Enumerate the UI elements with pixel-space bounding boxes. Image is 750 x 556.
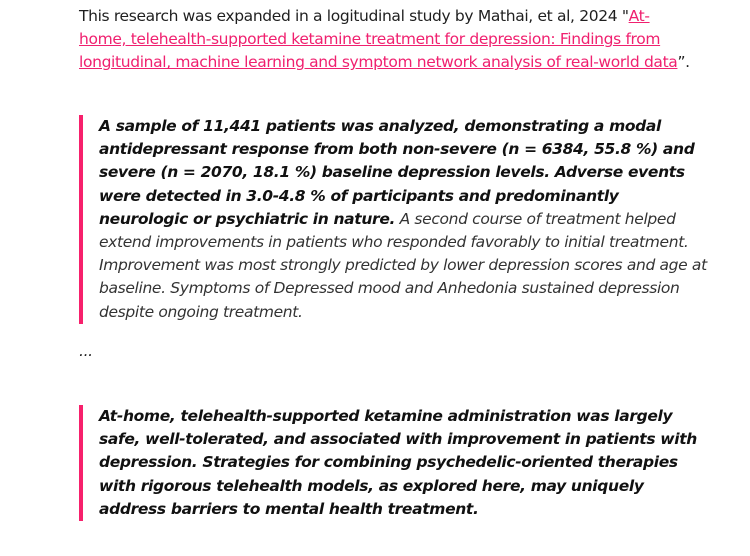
blockquote-findings xyxy=(79,115,711,324)
intro-text: This research was expanded in a logitudinal study by Mathai, et al, 2024 " xyxy=(79,7,629,25)
quote1-bold: A sample of 11,441 patients was analyzed, demonstrating a modal antidepressant response from both non-severe (n = 6384, 55.8 %) and severe (n = 2070, 18.1 %) baseline depression levels. Adverse events were detected in 3.0-4.8 % of participants and predominantly neurologic or psychiatric in nature. xyxy=(99,117,695,228)
quote2-bold: At-home, telehealth-supported ketamine administration was largely safe, well-tolerated, and associated with improvement in patients with depression. Strategies for combining psychedelic-oriented therapies with rigorous telehealth models, as explored here, may uniquely address barriers to mental health treatment. xyxy=(99,407,697,518)
blockquote-conclusion xyxy=(79,405,711,521)
intro-paragraph xyxy=(79,5,694,75)
quote1-rest: A second course of treatment helped extend improvements in patients who responded favorably to initial treatment. Improvement was most strongly predicted by lower depression scores and age at baseline. Symptoms of Depressed mood and Anhedonia sustained depression despite ongoing treatment. xyxy=(99,209,707,321)
study-link[interactable]: At-home, telehealth-supported ketamine treatment for depression: Findings from longitudinal, machine learning and symptom network analysis of real-world data xyxy=(79,7,678,72)
intro-end: ”. xyxy=(677,53,690,72)
ellipsis: ... xyxy=(79,342,93,360)
